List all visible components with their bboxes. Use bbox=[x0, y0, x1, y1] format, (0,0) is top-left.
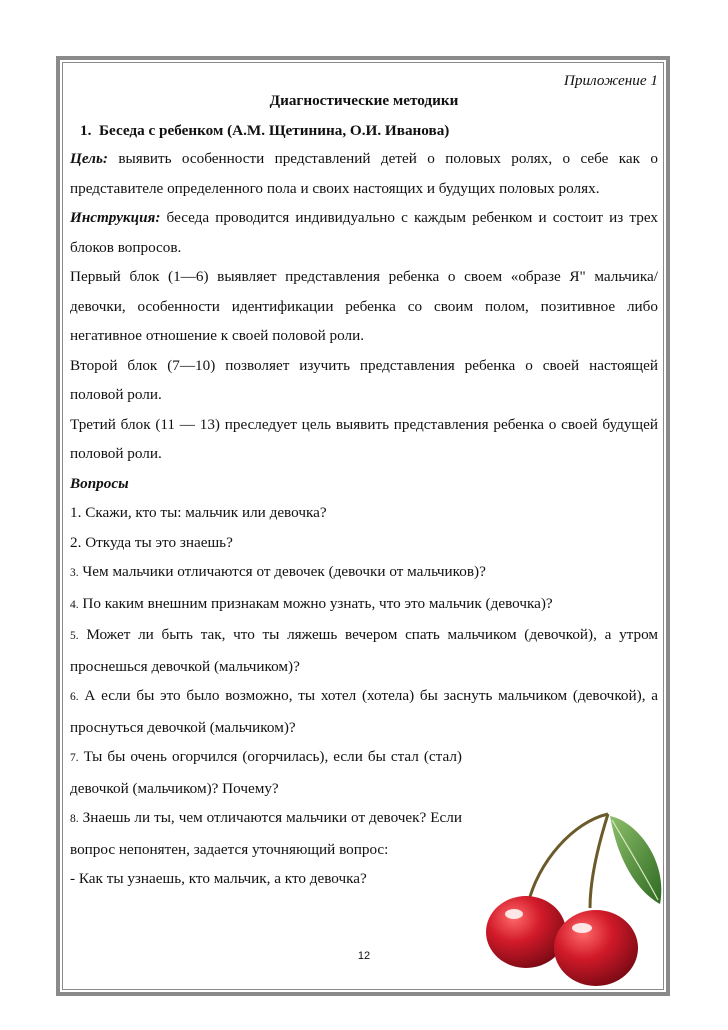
question-text: Скажи, кто ты: мальчик или девочка? bbox=[81, 504, 327, 521]
question-item bbox=[70, 742, 462, 803]
question-item bbox=[70, 557, 658, 589]
instruction-label: Инструкция: bbox=[70, 209, 161, 226]
question-text: Чем мальчики отличаются от девочек (девочки от мальчиков)? bbox=[78, 563, 486, 580]
question-number: 7. bbox=[70, 752, 79, 764]
section-title: Беседа с ребенком (А.М. Щетинина, О.И. Иванова) bbox=[98, 122, 450, 139]
question-text: По каким внешним признакам можно узнать, что это мальчик (девочка)? bbox=[78, 594, 553, 612]
page-number: 12 bbox=[357, 950, 371, 962]
document-body bbox=[70, 72, 658, 894]
block-paragraph-1: Первый блок (1—6) выявляет представления ребенка о своем «образе Я" мальчика/девочки, особенности идентификации ребенка со своим полом, позитивное либо негативное отношение к своей половой роли. bbox=[70, 268, 658, 344]
question-number: 6. bbox=[70, 691, 79, 703]
instruction-text: беседа проводится индивидуально с каждым ребенком и состоит из трех блоков вопросов. bbox=[70, 209, 658, 256]
questions-heading: Вопросы bbox=[70, 474, 129, 492]
question-item bbox=[70, 589, 658, 621]
followup-question: - Как ты узнаешь, кто мальчик, а кто девочка? bbox=[70, 870, 367, 887]
goal-label: Цель: bbox=[70, 150, 108, 167]
question-number: 4. bbox=[70, 598, 79, 611]
question-item bbox=[70, 803, 462, 864]
question-text: А если бы это было возможно, ты хотел (хотела) бы заснуть мальчиком (девочкой), а проснуться девочкой (мальчиком)? bbox=[70, 687, 658, 736]
instruction-paragraph bbox=[70, 203, 658, 262]
question-number: 5. bbox=[70, 630, 79, 642]
block-paragraph-3: Третий блок (11 — 13) преследует цель выявить представления ребенка о своей будущей половой роли. bbox=[70, 415, 658, 462]
question-item bbox=[70, 620, 658, 681]
question-text: Может ли быть так, что ты ляжешь вечером спать мальчиком (девочкой), а утром проснешься девочкой (мальчиком)? bbox=[70, 626, 658, 675]
cherry-illustration-icon bbox=[478, 792, 674, 992]
question-text: Ты бы очень огорчился (огорчилась), если бы стал (стал) девочкой (мальчиком)? Почему? bbox=[70, 748, 462, 797]
question-item bbox=[70, 681, 658, 742]
question-text: Знаешь ли ты, чем отличаются мальчики от девочек? Если вопрос непонятен, задается уточняющий вопрос: bbox=[70, 809, 462, 858]
block-paragraph-2: Второй блок (7—10) позволяет изучить представления ребенка о своей настоящей половой роли. bbox=[70, 356, 658, 403]
question-item bbox=[70, 498, 658, 528]
section-number: 1. bbox=[80, 122, 92, 139]
question-number: 3. bbox=[70, 567, 79, 579]
question-number: 1. bbox=[70, 504, 82, 521]
question-number: 8. bbox=[70, 813, 79, 825]
question-text: Откуда ты это знаешь? bbox=[81, 533, 233, 551]
section-heading bbox=[70, 118, 658, 144]
document-title: Диагностические методики bbox=[269, 92, 459, 109]
question-number: 2. bbox=[70, 533, 82, 551]
question-item bbox=[70, 528, 658, 558]
appendix-label: Приложение 1 bbox=[563, 72, 658, 89]
goal-paragraph bbox=[70, 144, 658, 203]
goal-text: выявить особенности представлений детей о половых ролях, о себе как о представителе определенного пола и своих настоящих и будущих половых ролях. bbox=[70, 150, 658, 197]
